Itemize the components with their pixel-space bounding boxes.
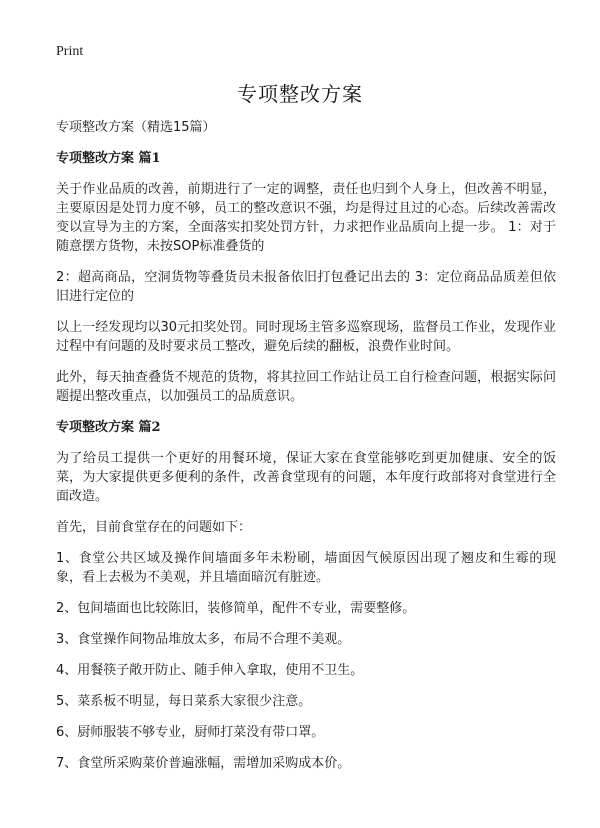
paragraph: 以上一经发现均以30元扣奖处罚。同时现场主管多巡察现场，监督员工作业，发现作业过程中有问题的及时要求员工整改，避免后续的翻板，浪费作业时间。 [56, 320, 556, 354]
paragraph: 为了给员工提供一个更好的用餐环境，保证大家在食堂能够吃到更加健康、安全的饭菜，为大家提供更多便利的条件，改善食堂现有的问题，本年度行政部将对食堂进行全面改造。 [56, 451, 556, 504]
list-item: 2、包间墙面也比较陈旧，装修简单，配件不专业，需要整修。 [56, 601, 416, 616]
paragraph: 首先，目前食堂存在的问题如下： [56, 520, 252, 535]
paragraph: 2：超高商品，空洞货物等叠货员未报备依旧打包叠记出去的 3：定位商品品质差但依旧进行定位的 [56, 270, 556, 304]
print-link[interactable]: Print [56, 44, 84, 59]
paragraph: 关于作业品质的改善，前期进行了一定的调整，责任也归到个人身上，但改善不明显，主要原因是处罚力度不够，员工的整改意识不强，均是得过且过的心态。后续改善需改变以宣导为主的方案，全面落实扣奖处罚方针，力求把作业品质向上提一步。 1：对于随意摆方货物，未按SOP标准叠货的 [56, 182, 556, 254]
paragraph: 此外，每天抽查叠货不规范的货物，将其拉回工作站让员工自行检查问题，根据实际问题提出整改重点，以加强员工的品质意识。 [56, 370, 556, 404]
list-item: 5、菜系板不明显，每日菜系大家很少注意。 [56, 694, 312, 709]
list-item: 3、食堂操作间物品堆放太多，布局不合理不美观。 [56, 632, 351, 647]
document-subtitle: 专项整改方案（精选15篇） [56, 120, 216, 135]
section-heading: 专项整改方案 篇1 [56, 151, 161, 166]
section-2 [56, 418, 556, 773]
list-item: 4、用餐筷子敞开防止、随手伸入拿取，使用不卫生。 [56, 663, 364, 678]
page-title: 专项整改方案 [237, 82, 363, 106]
section-1 [56, 149, 556, 406]
list-item: 1、食堂公共区域及操作间墙面多年未粉刷，墙面因气候原因出现了翘皮和生霉的现象，看上去极为不美观，并且墙面暗沉有脏迹。 [56, 551, 556, 585]
list-item: 7、食堂所采购菜价普遍涨幅，需增加采购成本价。 [56, 756, 351, 771]
list-item: 6、厨师服装不够专业，厨师打菜没有带口罩。 [56, 725, 325, 740]
document-body [56, 118, 556, 785]
section-heading: 专项整改方案 篇2 [56, 420, 161, 435]
